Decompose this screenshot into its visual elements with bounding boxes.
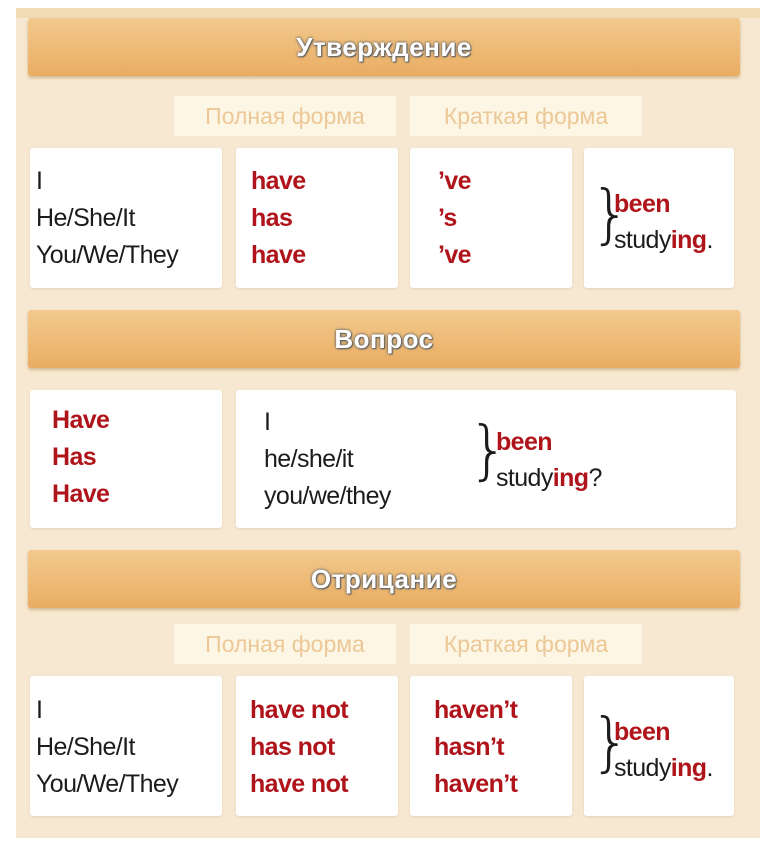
question-title: Вопрос: [334, 323, 434, 354]
punctuation: ?: [588, 464, 602, 492]
aux-item: Has: [52, 443, 97, 471]
negative-short-form-label: Краткая форма: [410, 624, 642, 664]
short-form-item: haven’t: [434, 696, 518, 724]
full-form-item: have not: [250, 770, 348, 798]
punctuation: .: [706, 754, 713, 782]
short-form-item: haven’t: [434, 770, 518, 798]
question-banner: [28, 310, 740, 368]
subject-item: I: [36, 167, 43, 195]
subject-item: You/We/They: [36, 241, 179, 269]
subject-item: I: [36, 696, 43, 724]
aux-item: Have: [52, 406, 110, 434]
verb-stem: study: [496, 464, 553, 492]
verb-ending: ing: [670, 226, 707, 254]
affirmative-short-form-label: Краткая форма: [410, 96, 642, 136]
full-form-item: have: [251, 167, 306, 195]
punctuation: .: [706, 226, 713, 254]
subject-item: You/We/They: [36, 770, 179, 798]
been-label: been: [496, 428, 552, 456]
full-form-item: has: [251, 204, 293, 232]
negative-banner: [28, 550, 740, 608]
full-form-item: have: [251, 241, 306, 269]
affirmative-short-cell: [410, 148, 572, 288]
short-form-item: hasn’t: [434, 733, 505, 761]
short-form-item: ’ve: [438, 167, 471, 195]
negative-subjects-cell: [30, 676, 222, 816]
been-label: been: [614, 718, 670, 746]
affirmative-full-form-label: Полная форма: [174, 96, 396, 136]
question-aux-cell: [30, 390, 222, 528]
verb-ending: ing: [670, 754, 707, 782]
negative-short-cell: [410, 676, 572, 816]
affirmative-banner: [28, 18, 740, 76]
subject-item: I: [264, 408, 271, 436]
affirmative-full-cell: [236, 148, 398, 288]
negative-full-cell: [236, 676, 398, 816]
question-subjects-cell: [236, 390, 736, 528]
subject-item: he/she/it: [264, 445, 354, 473]
full-form-item: have not: [250, 696, 348, 724]
affirmative-title: Утверждение: [296, 31, 472, 62]
subject-item: He/She/It: [36, 204, 135, 232]
verb-stem: study: [614, 226, 671, 254]
negative-full-form-label: Полная форма: [174, 624, 396, 664]
affirmative-subjects-cell: [30, 148, 222, 288]
negative-title: Отрицание: [310, 563, 458, 594]
subject-item: He/She/It: [36, 733, 135, 761]
been-label: been: [614, 190, 670, 218]
subject-item: you/we/they: [264, 482, 391, 510]
brace-icon: }: [468, 414, 509, 488]
verb-ending: ing: [552, 464, 589, 492]
short-form-item: ’s: [438, 204, 457, 232]
negative-ending-cell: [584, 676, 734, 816]
full-form-item: has not: [250, 733, 335, 761]
verb-stem: study: [614, 754, 671, 782]
aux-item: Have: [52, 480, 110, 508]
brace-icon: }: [590, 706, 631, 780]
short-form-item: ’ve: [438, 241, 471, 269]
affirmative-ending-cell: [584, 148, 734, 288]
brace-icon: }: [590, 178, 631, 252]
